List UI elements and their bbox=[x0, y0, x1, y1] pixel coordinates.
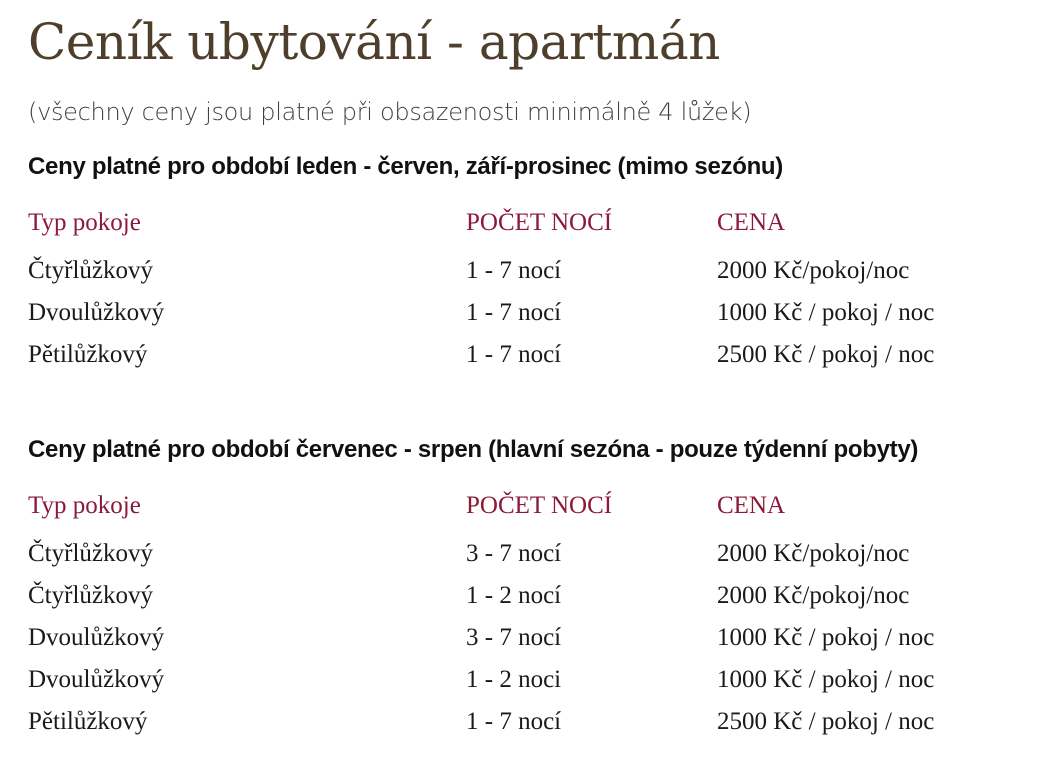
nights-cell: 1 - 7 nocí bbox=[466, 257, 562, 284]
table-row bbox=[28, 533, 1033, 575]
nights-cell: 3 - 7 nocí bbox=[466, 540, 562, 567]
nights-cell: 1 - 2 nocí bbox=[466, 582, 562, 609]
section-heading-main-season: Ceny platné pro období červenec - srpen (hlavní sezóna - pouze týdenní pobyty) bbox=[28, 436, 919, 463]
section-heading-off-season: Ceny platné pro období leden - červen, září-prosinec (mimo sezónu) bbox=[28, 153, 783, 180]
table-row bbox=[28, 250, 1033, 292]
table-header-row bbox=[28, 196, 1033, 250]
table-row bbox=[28, 334, 1033, 376]
price-cell: 2500 Kč / pokoj / noc bbox=[717, 708, 935, 735]
table-row bbox=[28, 292, 1033, 334]
table-row bbox=[28, 701, 1033, 743]
price-cell: 2000 Kč/pokoj/noc bbox=[717, 540, 910, 567]
room-type-cell: Dvoulůžkový bbox=[28, 624, 165, 651]
column-header-room-type: Typ pokoje bbox=[28, 492, 141, 519]
table-row bbox=[28, 575, 1033, 617]
price-table-main-season bbox=[28, 479, 1033, 743]
price-cell: 2000 Kč/pokoj/noc bbox=[717, 257, 910, 284]
nights-cell: 1 - 7 nocí bbox=[466, 299, 562, 326]
room-type-cell: Čtyřlůžkový bbox=[28, 540, 153, 567]
table-row bbox=[28, 659, 1033, 701]
room-type-cell: Pětilůžkový bbox=[28, 341, 148, 368]
table-header-row bbox=[28, 479, 1033, 533]
column-header-room-type: Typ pokoje bbox=[28, 209, 141, 236]
room-type-cell: Pětilůžkový bbox=[28, 708, 148, 735]
column-header-price: CENA bbox=[717, 209, 786, 236]
page-title: Ceník ubytování - apartmán bbox=[28, 13, 720, 71]
room-type-cell: Čtyřlůžkový bbox=[28, 257, 153, 284]
column-header-price: CENA bbox=[717, 492, 786, 519]
room-type-cell: Dvoulůžkový bbox=[28, 666, 165, 693]
table-row bbox=[28, 617, 1033, 659]
price-cell: 1000 Kč / pokoj / noc bbox=[717, 299, 935, 326]
price-cell: 2500 Kč / pokoj / noc bbox=[717, 341, 935, 368]
nights-cell: 1 - 2 noci bbox=[466, 666, 562, 693]
price-table-off-season bbox=[28, 196, 1033, 376]
page-subtitle: (všechny ceny jsou platné při obsazenosti minimálně 4 lůžek) bbox=[28, 98, 752, 126]
room-type-cell: Čtyřlůžkový bbox=[28, 582, 153, 609]
room-type-cell: Dvoulůžkový bbox=[28, 299, 165, 326]
nights-cell: 1 - 7 nocí bbox=[466, 708, 562, 735]
column-header-nights: POČET NOCÍ bbox=[466, 209, 613, 236]
nights-cell: 1 - 7 nocí bbox=[466, 341, 562, 368]
column-header-nights: POČET NOCÍ bbox=[466, 492, 613, 519]
price-cell: 2000 Kč/pokoj/noc bbox=[717, 582, 910, 609]
price-cell: 1000 Kč / pokoj / noc bbox=[717, 666, 935, 693]
nights-cell: 3 - 7 nocí bbox=[466, 624, 562, 651]
price-cell: 1000 Kč / pokoj / noc bbox=[717, 624, 935, 651]
